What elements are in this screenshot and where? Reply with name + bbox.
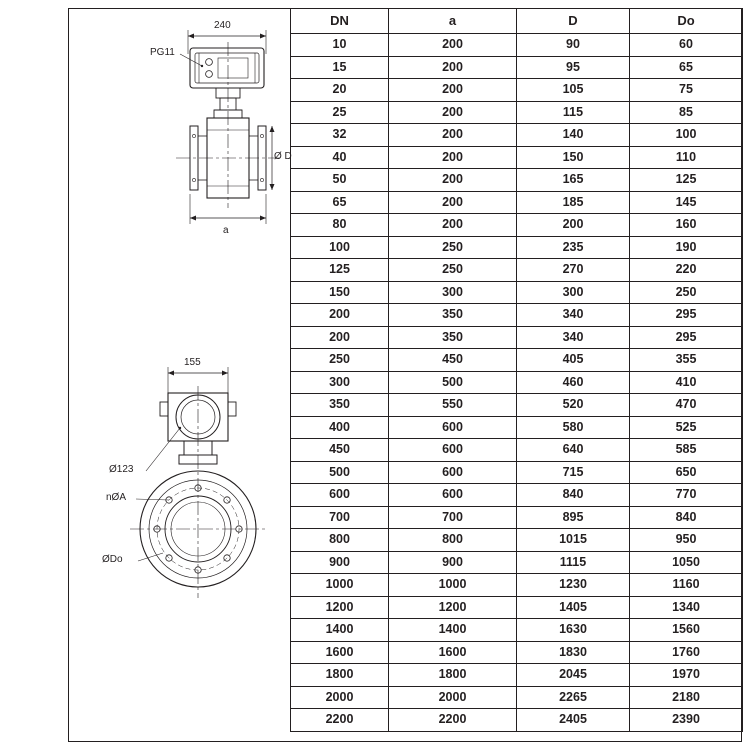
cell-a: 1600 [389,641,517,664]
cell-a: 450 [389,349,517,372]
cell-a: 550 [389,394,517,417]
table-row [291,371,743,394]
cell-a: 200 [389,169,517,192]
cell-do: 1340 [630,596,743,619]
cell-do: 525 [630,416,743,439]
cell-a: 200 [389,56,517,79]
table-row [291,484,743,507]
table-row [291,56,743,79]
cell-a: 900 [389,551,517,574]
dim-label-diameter-123: Ø123 [109,464,134,475]
table-row [291,146,743,169]
cell-dn: 20 [291,79,389,102]
table-row [291,686,743,709]
dim-label-155: 155 [184,357,201,368]
cell-do: 110 [630,146,743,169]
table-row [291,214,743,237]
table-header-d: D [517,9,630,34]
cell-a: 200 [389,146,517,169]
cell-do: 1560 [630,619,743,642]
table-row [291,551,743,574]
cell-d: 405 [517,349,630,372]
cell-d: 1015 [517,529,630,552]
cell-dn: 25 [291,101,389,124]
cell-dn: 1000 [291,574,389,597]
cell-dn: 400 [291,416,389,439]
cell-d: 95 [517,56,630,79]
cell-a: 600 [389,484,517,507]
table-row [291,574,743,597]
cell-dn: 1600 [291,641,389,664]
table-row [291,304,743,327]
cell-a: 700 [389,506,517,529]
table-row [291,709,743,732]
cell-d: 90 [517,34,630,57]
cell-do: 295 [630,304,743,327]
cell-d: 140 [517,124,630,147]
table-row [291,124,743,147]
cell-a: 200 [389,191,517,214]
cell-a: 800 [389,529,517,552]
table-row [291,259,743,282]
table-row [291,439,743,462]
cell-a: 600 [389,461,517,484]
cell-a: 350 [389,304,517,327]
table-row [291,596,743,619]
table-row [291,79,743,102]
cell-d: 895 [517,506,630,529]
table-row [291,169,743,192]
cell-a: 250 [389,259,517,282]
cell-do: 1970 [630,664,743,687]
cell-d: 235 [517,236,630,259]
cell-dn: 900 [291,551,389,574]
table-header-a: a [389,9,517,34]
cell-dn: 700 [291,506,389,529]
cell-dn: 50 [291,169,389,192]
cell-a: 200 [389,34,517,57]
cell-do: 410 [630,371,743,394]
table-row [291,101,743,124]
cell-do: 295 [630,326,743,349]
cell-dn: 800 [291,529,389,552]
cell-dn: 200 [291,326,389,349]
table-row [291,394,743,417]
table-row [291,506,743,529]
cell-dn: 150 [291,281,389,304]
cell-a: 250 [389,236,517,259]
cell-dn: 1400 [291,619,389,642]
table-row [291,416,743,439]
cell-do: 355 [630,349,743,372]
cell-do: 650 [630,461,743,484]
table-body [291,34,743,732]
cell-do: 1050 [630,551,743,574]
cell-dn: 100 [291,236,389,259]
cell-do: 100 [630,124,743,147]
cell-d: 165 [517,169,630,192]
cell-a: 1200 [389,596,517,619]
cell-d: 340 [517,326,630,349]
cell-d: 580 [517,416,630,439]
cell-do: 75 [630,79,743,102]
cell-dn: 250 [291,349,389,372]
cell-d: 2265 [517,686,630,709]
table-row [291,326,743,349]
dim-label-240: 240 [214,20,231,31]
cell-do: 65 [630,56,743,79]
cell-d: 715 [517,461,630,484]
cell-do: 2180 [630,686,743,709]
table-row [291,619,743,642]
cell-d: 640 [517,439,630,462]
cell-dn: 65 [291,191,389,214]
cell-a: 350 [389,326,517,349]
table-row [291,641,743,664]
cell-do: 470 [630,394,743,417]
cell-do: 145 [630,191,743,214]
cell-dn: 2200 [291,709,389,732]
cell-dn: 40 [291,146,389,169]
cell-a: 200 [389,214,517,237]
table-row [291,236,743,259]
cell-d: 1830 [517,641,630,664]
cell-do: 2390 [630,709,743,732]
cell-dn: 350 [291,394,389,417]
cell-do: 770 [630,484,743,507]
table-row [291,34,743,57]
cell-a: 2000 [389,686,517,709]
cell-a: 500 [389,371,517,394]
table-row [291,529,743,552]
cell-do: 585 [630,439,743,462]
cell-do: 1760 [630,641,743,664]
table-header-dn: DN [291,9,389,34]
cell-d: 1630 [517,619,630,642]
cell-dn: 80 [291,214,389,237]
cell-d: 2045 [517,664,630,687]
dimensions-table-panel [290,8,742,742]
cell-dn: 15 [291,56,389,79]
cell-a: 200 [389,79,517,102]
cell-dn: 300 [291,371,389,394]
cell-d: 185 [517,191,630,214]
cell-dn: 1800 [291,664,389,687]
cell-d: 105 [517,79,630,102]
cell-a: 300 [389,281,517,304]
cell-do: 160 [630,214,743,237]
table-header-row [291,9,743,34]
cell-a: 1000 [389,574,517,597]
cell-dn: 125 [291,259,389,282]
cell-d: 115 [517,101,630,124]
cell-do: 1160 [630,574,743,597]
dimensions-table [290,8,743,732]
cell-d: 840 [517,484,630,507]
cell-d: 520 [517,394,630,417]
cell-d: 1230 [517,574,630,597]
cell-d: 200 [517,214,630,237]
table-row [291,349,743,372]
dim-label-a: a [223,225,229,236]
cell-a: 1400 [389,619,517,642]
cell-d: 270 [517,259,630,282]
cell-do: 950 [630,529,743,552]
cell-do: 840 [630,506,743,529]
cell-do: 220 [630,259,743,282]
table-row [291,281,743,304]
cell-d: 150 [517,146,630,169]
cell-do: 190 [630,236,743,259]
cell-dn: 10 [291,34,389,57]
dim-label-diameter-d: Ø D [274,151,292,162]
callout-label-pg11: PG11 [150,47,175,58]
table-row [291,191,743,214]
dim-label-bolt-circle: nØA [106,492,127,503]
cell-dn: 600 [291,484,389,507]
cell-d: 300 [517,281,630,304]
cell-d: 460 [517,371,630,394]
cell-do: 250 [630,281,743,304]
cell-dn: 1200 [291,596,389,619]
cell-d: 2405 [517,709,630,732]
cell-dn: 450 [291,439,389,462]
cell-a: 600 [389,439,517,462]
table-row [291,461,743,484]
cell-do: 85 [630,101,743,124]
cell-dn: 32 [291,124,389,147]
cell-a: 200 [389,101,517,124]
table-row [291,664,743,687]
cell-d: 340 [517,304,630,327]
cell-dn: 500 [291,461,389,484]
cell-a: 200 [389,124,517,147]
cell-do: 125 [630,169,743,192]
dim-label-diameter-do: ØDo [102,554,123,565]
cell-a: 2200 [389,709,517,732]
cell-do: 60 [630,34,743,57]
flowmeter-drawing-svg [68,8,290,742]
cell-dn: 2000 [291,686,389,709]
technical-drawing-panel [68,8,290,742]
cell-a: 600 [389,416,517,439]
cell-a: 1800 [389,664,517,687]
cell-d: 1405 [517,596,630,619]
table-header-do: Do [630,9,743,34]
cell-dn: 200 [291,304,389,327]
cell-d: 1115 [517,551,630,574]
